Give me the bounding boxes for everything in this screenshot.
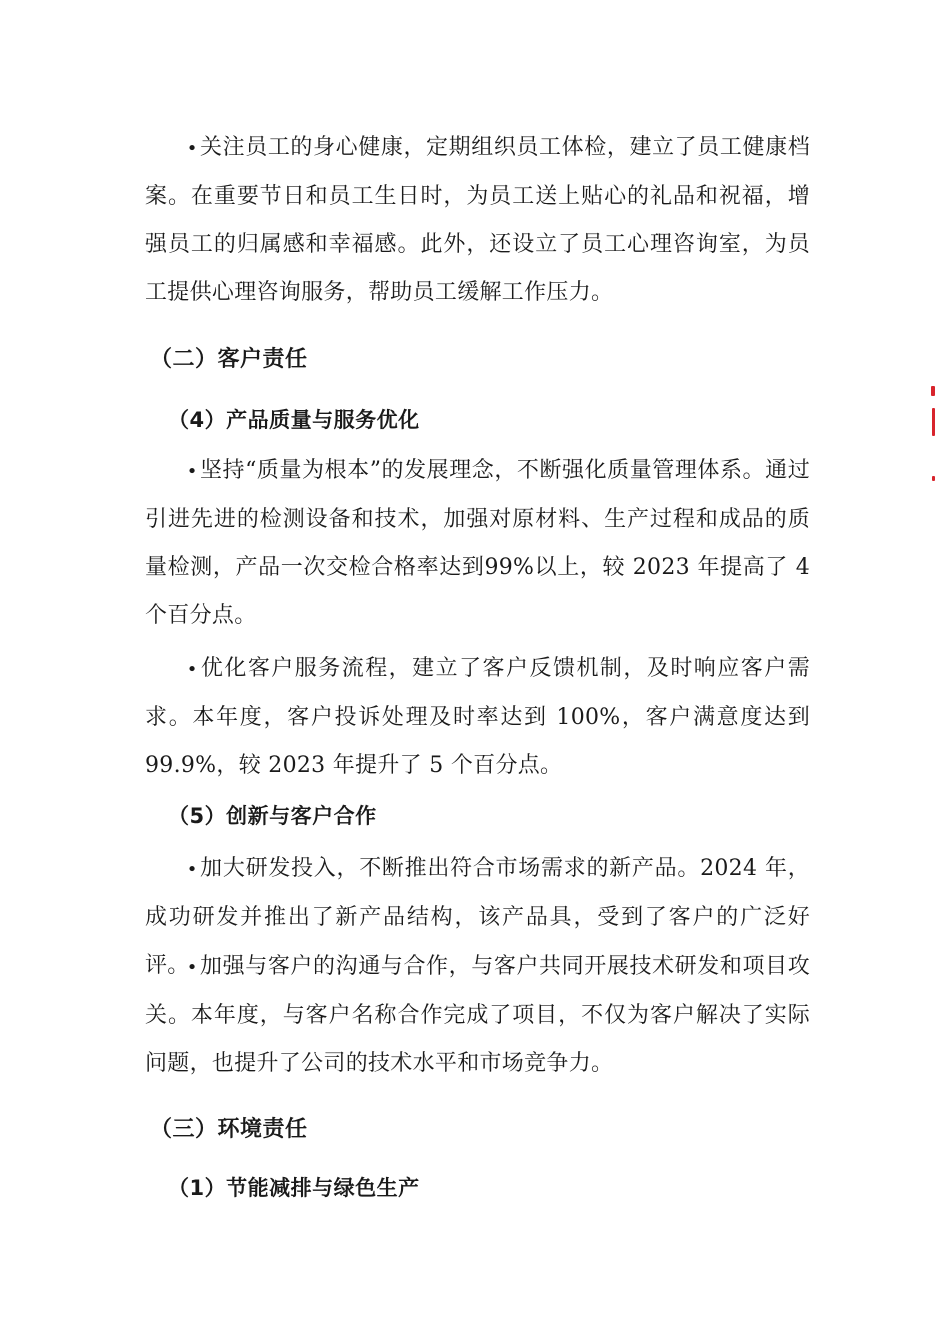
paragraph-text: 关注员工的身心健康，定期组织员工体检，建立了员工健康档案。在重要节日和员工生日时，为员工送上贴心的礼品和祝福，增强员工的归属感和幸福感。此外，还设立了员工心理咨询室，为员工提供心理咨询服务，帮助员工缓解工作压力。	[145, 135, 810, 305]
paragraph-text: 加大研发投入，不断推出符合市场需求的新产品。2024 年，成功研发并推出了新产品结构，该产品具，受到了客户的广泛好评。	[145, 856, 810, 978]
heading-customer-responsibility: （二）客户责任	[150, 347, 308, 372]
bullet-icon: •	[186, 859, 198, 880]
paragraph-quality	[145, 447, 810, 640]
paragraph-text: 坚持“质量为根本”的发展理念，不断强化质量管理体系。通过引进先进的检测设备和技术，加强对原材料、生产过程和成品的质量检测，产品一次交检合格率达到99%以上，较 2023 年提高了 4 个百分点。	[145, 458, 810, 628]
paragraph-cooperation	[145, 943, 810, 1088]
bullet-icon: •	[186, 957, 198, 978]
paragraph-text: 加强与客户的沟通与合作，与客户共同开展技术研发和项目攻关。本年度，与客户名称合作完成了项目，不仅为客户解决了实际问题，也提升了公司的技术水平和市场竞争力。	[145, 954, 810, 1076]
paragraph-customer-service	[145, 645, 810, 790]
seal-edge-mark	[932, 476, 935, 481]
bullet-icon: •	[186, 138, 198, 159]
seal-edge-mark	[931, 386, 935, 396]
seal-edge-mark	[932, 408, 935, 436]
bullet-icon: •	[186, 659, 198, 680]
heading-innovation-cooperation: （5）创新与客户合作	[168, 804, 377, 828]
paragraph-employee-health	[145, 124, 810, 317]
heading-quality-service: （4）产品质量与服务优化	[168, 408, 420, 432]
heading-energy-saving: （1）节能减排与绿色生产	[168, 1176, 420, 1200]
heading-environment-responsibility: （三）环境责任	[150, 1117, 308, 1142]
bullet-icon: •	[186, 461, 198, 482]
paragraph-text: 优化客户服务流程，建立了客户反馈机制，及时响应客户需求。本年度，客户投诉处理及时率达到 100%，客户满意度达到 99.9%，较 2023 年提升了 5 个百分点。	[145, 656, 810, 778]
